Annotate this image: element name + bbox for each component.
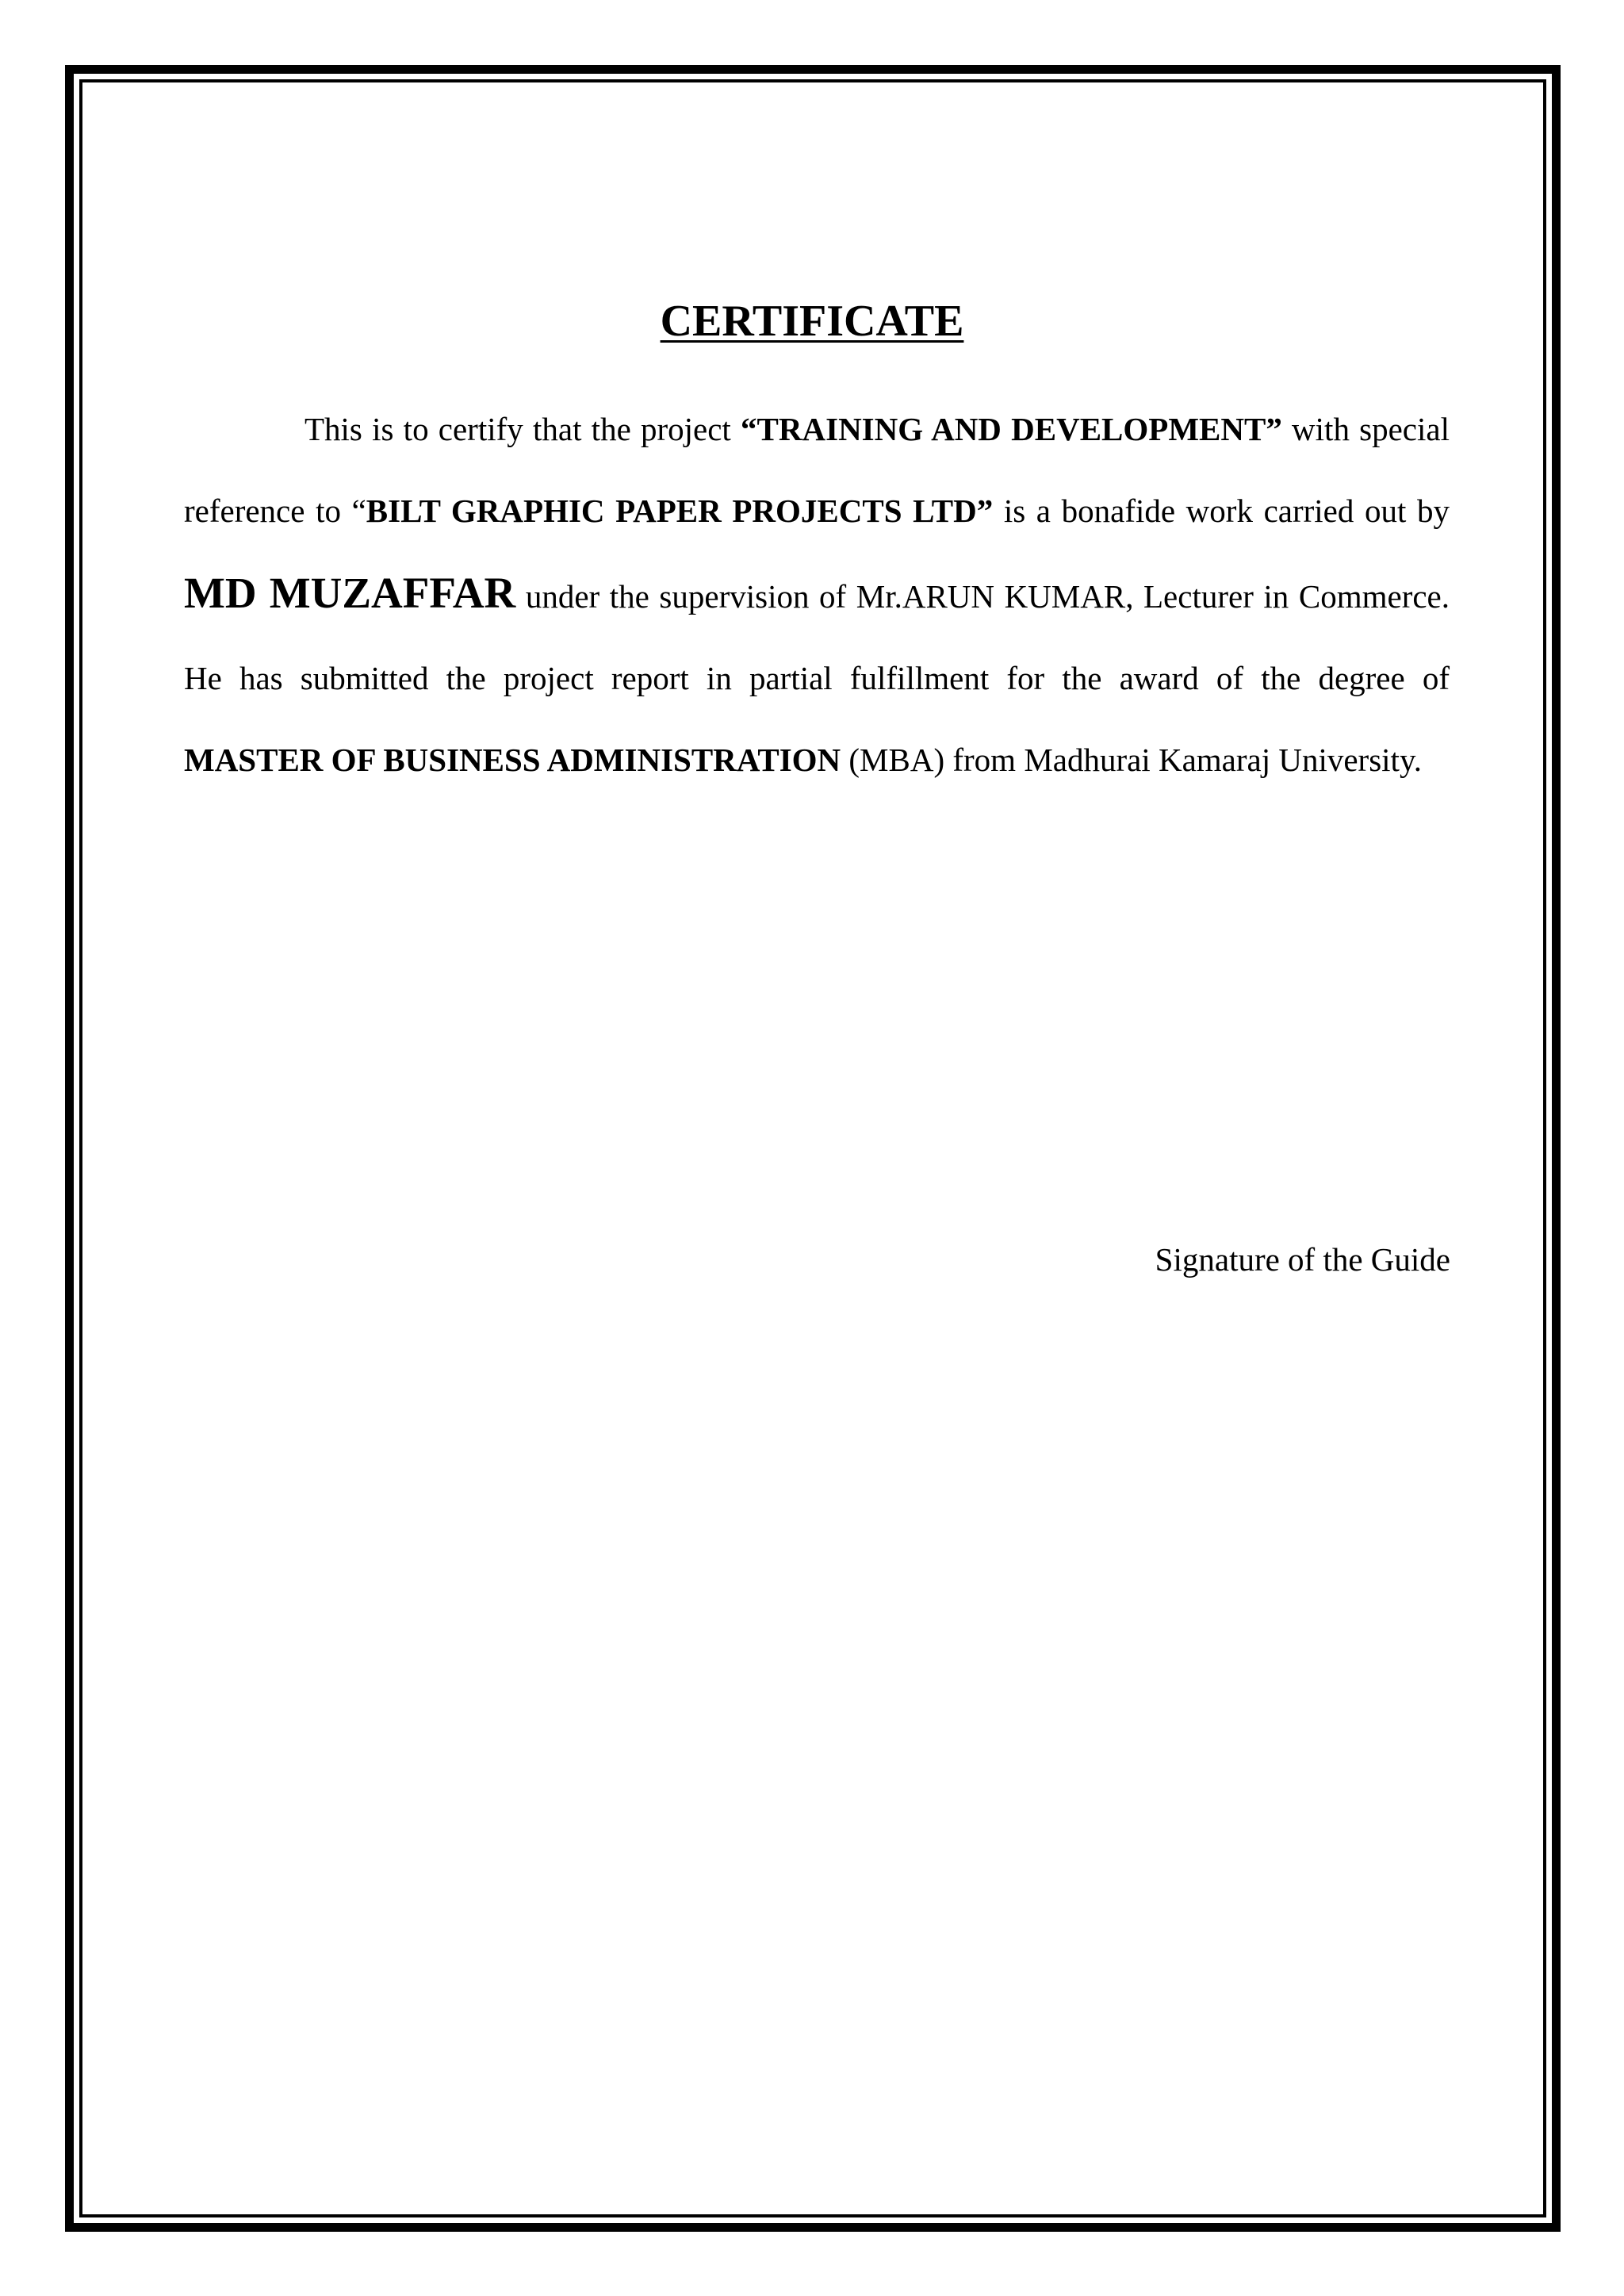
company-name: BILT GRAPHIC PAPER PROJECTS LTD” <box>366 493 994 529</box>
reference-text: with special reference to “ <box>184 411 1450 529</box>
project-title: “TRAINING AND DEVELOPMENT” <box>741 411 1282 447</box>
student-name: MD MUZAFFAR <box>184 569 516 617</box>
university-text: (MBA) from Madhurai Kamaraj University. <box>841 742 1423 778</box>
supervision-text: under the supervision of Mr.ARUN KUMAR, Lecturer in Commerce. He has submitted the project report in partial fulfillment for the award of the degree of <box>184 578 1450 696</box>
certificate-body <box>184 389 1450 801</box>
bonafide-text: is a bonafide work carried out by <box>993 493 1450 529</box>
certificate-title: CERTIFICATE <box>660 297 964 346</box>
guide-signature-label: Signature of the Guide <box>1155 1241 1450 1278</box>
intro-text: This is to certify that the project <box>304 411 741 447</box>
degree-name: MASTER OF BUSINESS ADMINISTRATION <box>184 742 841 778</box>
